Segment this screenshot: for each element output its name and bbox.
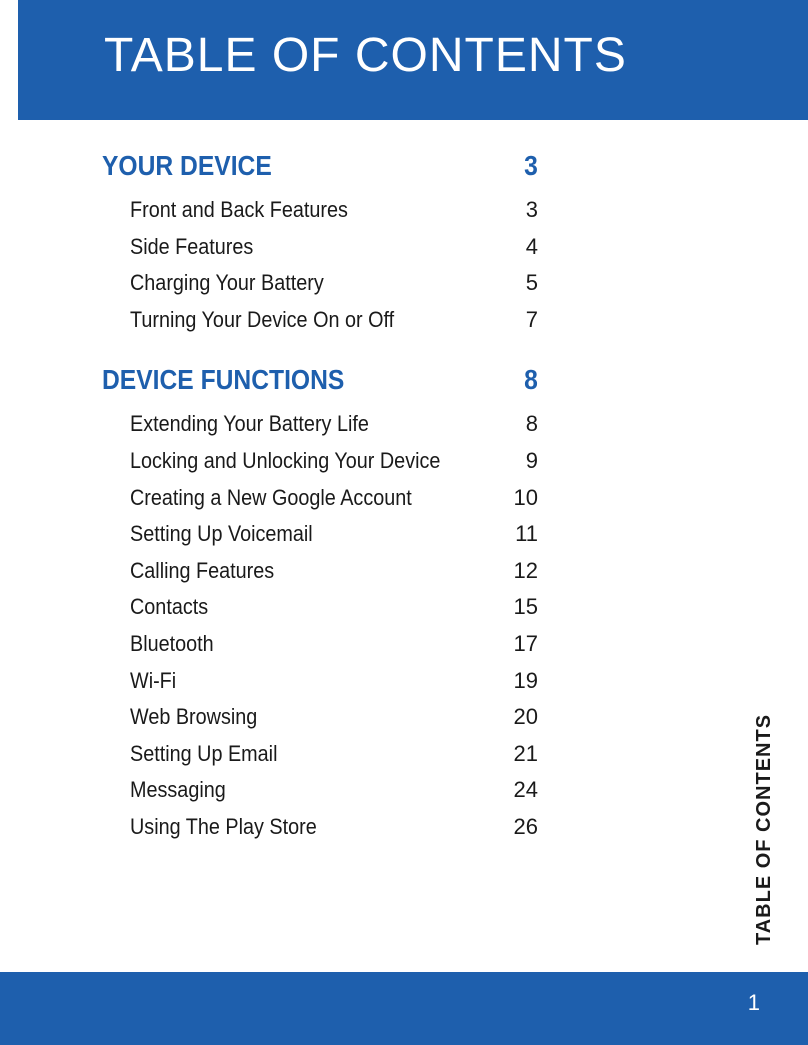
- footer-page-number: 1: [747, 990, 760, 1015]
- toc-entry[interactable]: [130, 663, 538, 700]
- toc-section-your-device: [102, 140, 538, 338]
- entry-page-number: 19: [513, 667, 538, 693]
- toc-entry[interactable]: [130, 809, 538, 846]
- entry-label: Creating a New Google Account: [130, 484, 412, 510]
- entry-label: Contacts: [130, 594, 209, 620]
- table-of-contents: [102, 140, 538, 846]
- section-title: DEVICE FUNCTIONS: [102, 364, 345, 396]
- entry-page-number: 3: [525, 197, 538, 222]
- toc-entry[interactable]: [130, 772, 538, 809]
- entry-label: Bluetooth: [130, 630, 214, 656]
- entry-label: Extending Your Battery Life: [130, 411, 369, 437]
- toc-entry[interactable]: [130, 626, 538, 663]
- page-title: TABLE OF CONTENTS: [104, 29, 627, 82]
- section-heading[interactable]: [102, 354, 538, 406]
- entry-label: Locking and Unlocking Your Device: [130, 447, 441, 473]
- entry-page-number: 10: [513, 484, 538, 510]
- entry-page-number: 8: [525, 411, 538, 437]
- entry-page-number: 26: [513, 813, 538, 839]
- entry-page-number: 9: [525, 447, 538, 473]
- entry-label: Messaging: [130, 777, 226, 803]
- header-bar: [18, 0, 808, 120]
- entry-page-number: 21: [513, 740, 538, 766]
- entry-label: Charging Your Battery: [130, 270, 324, 296]
- toc-section-device-functions: [102, 354, 538, 845]
- entry-label: Side Features: [130, 233, 254, 259]
- toc-entry[interactable]: [130, 192, 538, 229]
- entry-label: Using The Play Store: [130, 813, 317, 839]
- entry-page-number: 7: [525, 306, 538, 332]
- entry-page-number: 24: [513, 777, 538, 803]
- entry-label: Web Browsing: [130, 704, 258, 730]
- toc-entry[interactable]: [130, 406, 538, 443]
- entry-label: Wi-Fi: [130, 667, 177, 693]
- section-title: YOUR DEVICE: [102, 150, 272, 181]
- entry-page-number: 20: [513, 704, 538, 730]
- entry-page-number: 15: [513, 594, 538, 620]
- section-entries: [102, 406, 538, 845]
- toc-entry[interactable]: [130, 553, 538, 590]
- entry-label: Setting Up Email: [130, 740, 278, 766]
- entry-page-number: 11: [515, 521, 538, 547]
- footer-bar: [0, 972, 808, 1045]
- section-heading[interactable]: [102, 140, 538, 192]
- entry-label: Turning Your Device On or Off: [130, 306, 395, 332]
- toc-entry[interactable]: [130, 699, 538, 736]
- entry-label: Front and Back Features: [130, 197, 348, 222]
- entry-page-number: 5: [525, 270, 538, 296]
- entry-page-number: 4: [525, 233, 538, 259]
- toc-entry[interactable]: [130, 443, 538, 480]
- entry-page-number: 17: [513, 630, 538, 656]
- toc-entry[interactable]: [130, 516, 538, 553]
- entry-label: Setting Up Voicemail: [130, 521, 313, 547]
- section-page-number: 3: [524, 150, 538, 181]
- toc-entry[interactable]: [130, 480, 538, 517]
- side-tab-label: TABLE OF CONTENTS: [753, 713, 775, 945]
- entry-label: Calling Features: [130, 557, 275, 583]
- toc-entry[interactable]: [130, 736, 538, 773]
- section-page-number: 8: [524, 364, 538, 396]
- toc-entry[interactable]: [130, 302, 538, 339]
- entry-page-number: 12: [513, 557, 538, 583]
- section-entries: [102, 192, 538, 338]
- toc-entry[interactable]: [130, 589, 538, 626]
- toc-entry[interactable]: [130, 229, 538, 266]
- toc-entry[interactable]: [130, 265, 538, 302]
